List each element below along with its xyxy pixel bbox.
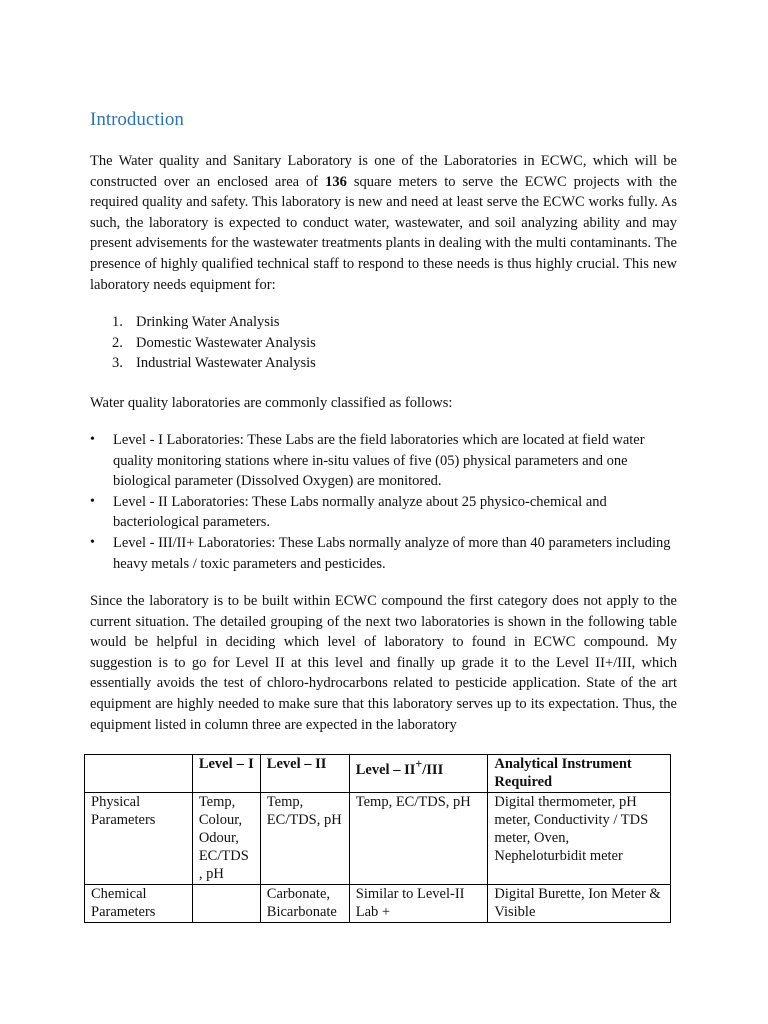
row-level-3-cell: Similar to Level-II Lab +: [349, 885, 488, 923]
header-level-3-sup: +: [415, 757, 423, 771]
table-header-row: [85, 755, 671, 793]
list-item-text: Level - II Laboratories: These Labs normally analyze about 25 physico-chemical and bacteriological parameters.: [113, 493, 607, 531]
levels-list: [90, 430, 677, 574]
recommendation-paragraph: Since the laboratory is to be built within ECWC compound the first category does not apply to the current situation. The detailed grouping of the next two laboratories is shown in the following table would be helpful in deciding which level of laboratory to found in ECWC compound. My suggestion is to go for Level II at this level and finally up grade it to the Level II+/III, which essentially avoids the test of chloro-hydrocarbons related to pesticide application. State of the art equipment are highly needed to make sure that this laboratory serves up to its expectation. Thus, the equipment listed in column three are expected in the laboratory: [90, 593, 677, 733]
intro-paragraph: [90, 151, 677, 295]
row-level-2-cell: Temp, EC/TDS, pH: [260, 793, 349, 885]
header-level-3-suffix: /III: [422, 761, 444, 778]
intro-text-start: The Water quality and Sanitary Laboratory is one of the Laboratories in ECWC, which will be constructed over an enclosed area of: [90, 153, 677, 190]
row-param-cell: Physical Parameters: [85, 793, 193, 885]
list-item: [90, 333, 677, 354]
header-cell-level-3: [349, 755, 488, 793]
table-row: [85, 793, 671, 885]
section-heading: Introduction: [90, 109, 184, 130]
list-number: 1.: [112, 314, 123, 330]
header-level-3-text: Level – II: [355, 761, 416, 778]
classification-intro: Water quality laboratories are commonly classified as follows:: [90, 395, 453, 411]
list-item-text: Domestic Wastewater Analysis: [136, 334, 316, 351]
bullet-icon: •: [90, 493, 95, 509]
list-item: [90, 353, 677, 374]
list-item-text: Drinking Water Analysis: [136, 314, 280, 330]
bullet-icon: •: [90, 534, 95, 550]
list-number: 2.: [112, 334, 123, 351]
row-level-1-cell: [192, 885, 260, 923]
area-value: 136: [325, 173, 347, 190]
row-param-cell: Chemical Parameters: [85, 885, 193, 923]
list-item-text: Level - III/II+ Laboratories: These Labs normally analyze of more than 40 parameters including heavy metals / toxic parameters and pesticides.: [113, 534, 671, 572]
list-item: [90, 312, 677, 333]
list-item-text: Industrial Wastewater Analysis: [136, 355, 316, 372]
list-number: 3.: [112, 355, 123, 372]
row-level-1-cell: Temp, Colour, Odour, EC/TDS , pH: [192, 793, 260, 885]
bullet-icon: •: [90, 432, 95, 447]
row-instrument-cell: Digital Burette, Ion Meter & Visible: [488, 885, 671, 923]
row-level-3-cell: Temp, EC/TDS, pH: [349, 793, 488, 885]
header-cell-level-2: Level – II: [260, 755, 349, 793]
list-item-text: Level - I Laboratories: These Labs are the field laboratories which are located at field water quality monitoring stations where in-situ values of five (05) physical parameters and one biological parameter (Dissolved Oxygen) are monitored.: [113, 432, 645, 490]
row-instrument-cell: Digital thermometer, pH meter, Conductivity / TDS meter, Oven, Nepheloturbidit meter: [488, 793, 671, 885]
laboratory-levels-table: [84, 754, 671, 923]
table-row: [85, 885, 671, 923]
row-level-2-cell: Carbonate, Bicarbonate: [260, 885, 349, 923]
header-cell-blank: [85, 755, 193, 793]
list-item: [90, 430, 677, 492]
intro-text-rest: square meters to serve the ECWC projects with the required quality and safety. This laboratory is new and need at least serve the ECWC works fully. As such, the laboratory is expected to conduct water, wastewater, and soil analyzing ability and may present advisements for the wastewater treatments plants in dealing with the multi contaminants. The presence of highly qualified technical staff to respond to these needs is thus highly crucial. This new laboratory needs equipment for:: [90, 173, 677, 293]
list-item: [90, 492, 677, 533]
header-cell-level-1: Level – I: [192, 755, 260, 793]
header-cell-instrument: Analytical Instrument Required: [488, 755, 671, 793]
needs-list: [90, 312, 677, 374]
list-item: [90, 533, 677, 574]
